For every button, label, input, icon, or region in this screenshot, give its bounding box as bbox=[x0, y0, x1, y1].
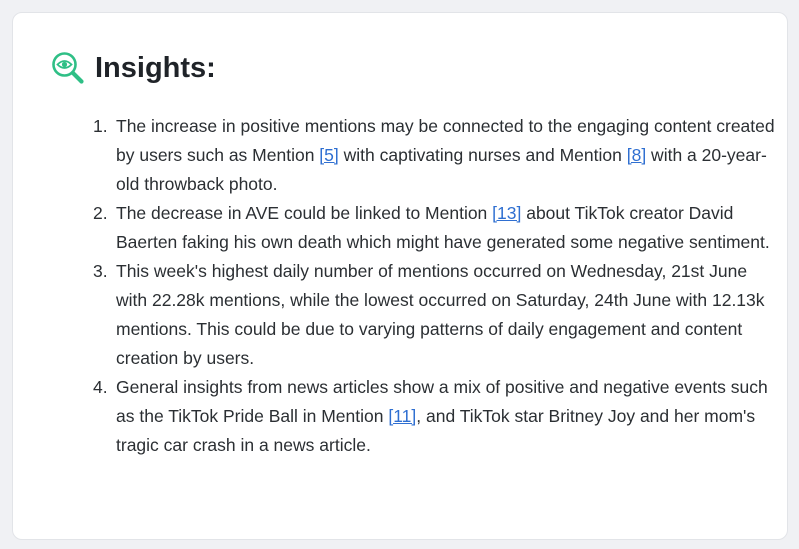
insights-list bbox=[93, 112, 783, 460]
insight-number: 2. bbox=[93, 203, 108, 223]
insight-text: , and TikTok star Britney Joy and her mom's tragic car crash in a news article. bbox=[116, 406, 756, 455]
insights-header bbox=[51, 51, 216, 85]
insight-text: The decrease in AVE could be linked to Mention bbox=[116, 203, 493, 223]
insights-card bbox=[12, 12, 788, 540]
insight-text: with captivating nurses and Mention bbox=[338, 145, 627, 165]
insight-text: The increase in positive mentions may be connected to the engaging content created by users such as Mention bbox=[116, 116, 775, 165]
insight-text: This week's highest daily number of mentions occurred on Wednesday, 21st June with 22.28k mentions, while the lowest occurred on Saturday, 24th June with 12.13k mentions. This could be due to varying patterns of daily engagement and content creation by users. bbox=[116, 261, 765, 368]
insight-text: General insights from news articles show a mix of positive and negative events such as the TikTok Pride Ball in Mention bbox=[116, 377, 768, 426]
mention-reference-link[interactable]: [5] bbox=[319, 145, 339, 165]
insight-item bbox=[93, 257, 783, 373]
mention-reference-link[interactable]: [8] bbox=[626, 145, 647, 165]
insight-text: about TikTok creator David Baerten faking his own death which might have generated some negative sentiment. bbox=[116, 203, 770, 252]
insight-number: 3. bbox=[93, 261, 108, 281]
insight-item bbox=[93, 373, 783, 460]
insights-title: Insights: bbox=[95, 52, 216, 84]
insight-item bbox=[93, 112, 783, 199]
insight-number: 4. bbox=[93, 377, 108, 397]
insight-item bbox=[93, 199, 783, 257]
mention-reference-link[interactable]: [11] bbox=[388, 406, 417, 426]
insight-magnifier-icon bbox=[51, 51, 85, 85]
insight-number: 1. bbox=[93, 116, 108, 136]
mention-reference-link[interactable]: [13] bbox=[492, 203, 522, 223]
insight-text: with a 20-year-old throwback photo. bbox=[116, 145, 767, 194]
